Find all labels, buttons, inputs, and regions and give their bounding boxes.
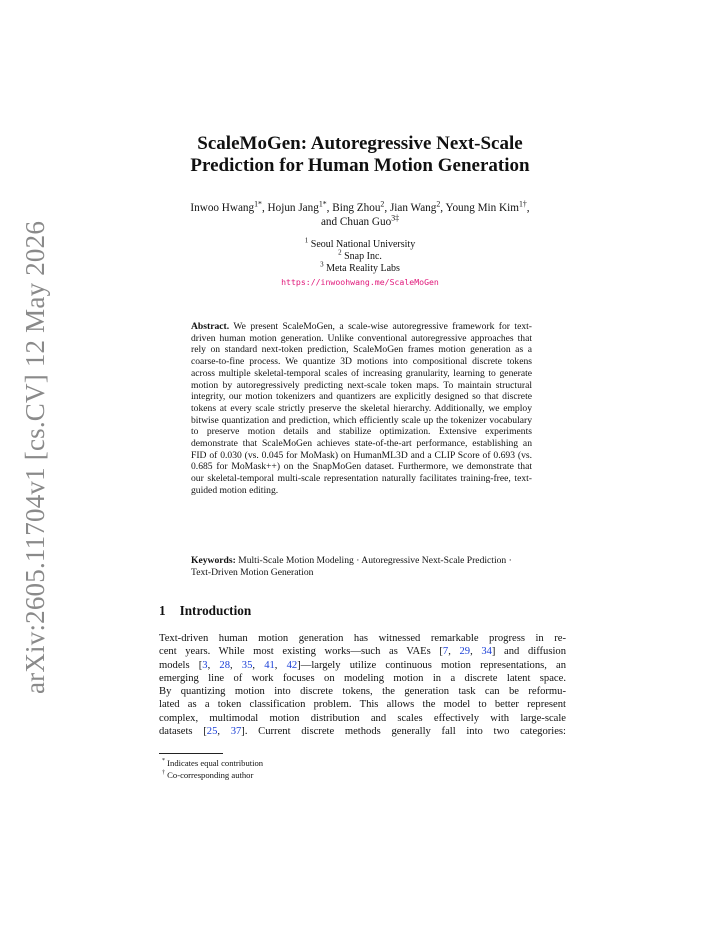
footnote [162,769,263,781]
text-line: cent years. While most existing works—such as VAEs [7, 29, 34] and diffusion [159,646,567,658]
text-line: lated as a token classification problem. This allows the model to better represent [159,699,566,711]
footnote-divider [159,753,223,754]
abstract-label: Abstract. [191,321,230,332]
footnote [162,757,263,769]
paper-title [150,133,570,177]
author-name: Hojun Jang [267,202,319,214]
affiliation [200,248,520,263]
author-mark: 1† [518,199,527,209]
author-list: Inwoo Hwang$^{1*}$, Hojun Jang$^{1*}$, Bing Zhou$^2$, Jian Wang$^2$, Young Min Kim$^{1\dagger}$, and Chuan Guo$^{3\ddagger}$ [190,199,530,228]
footnote-text: Indicates equal contribution [167,758,264,768]
text-line: complex, multimodal motion distribution and scales effectively with large-scale [159,712,566,724]
text-line: Text-driven human motion generation has witnessed remarkable progress in re- [159,633,566,644]
section-number: 1 [159,603,166,618]
footnote-mark: † [162,770,166,777]
affiliation-name: Seoul National University [310,239,416,250]
text-fragment: ]—largely utilize continuous motion representations, an [297,659,567,671]
affiliation-mark: 2 [338,248,342,257]
author-mark: 1* [318,199,327,209]
text-line: datasets [25, 37]. Current discrete methods generally fall into two categories: [159,726,567,738]
author-name: Young Min Kim [445,202,519,214]
arxiv-identifier: arXiv:2605.11704v1 [cs.CV] 12 May 2026 [20,220,51,694]
affiliation-mark: 1 [304,236,309,245]
section-heading [159,603,251,619]
keywords-text: Multi-Scale Motion Modeling · Autoregressive Next-Scale Prediction · Text-Driven Motion Generation [191,555,512,578]
abstract [191,321,532,497]
author-name: Chuan Guo [339,216,392,228]
citation-link[interactable]: 34 [481,646,492,658]
text-fragment: models [ [159,659,203,671]
text-fragment: datasets [ [159,726,207,738]
text-fragment: cent years. While most existing works—such as VAEs [ [159,646,443,658]
citation-link[interactable]: 42 [286,659,298,671]
affiliations [200,236,520,288]
footnotes [162,757,263,782]
citation-link[interactable]: 35 [241,659,253,671]
author-mark: 2 [436,199,441,209]
keywords-label: Keywords: [191,555,236,566]
section-title: Introduction [179,603,252,618]
citation-link[interactable]: 29 [459,646,471,658]
citation-link[interactable]: 41 [264,659,275,671]
author-name: Bing Zhou [332,202,381,214]
project-url-link[interactable]: https://inwoohwang.me/ScaleMoGen [281,276,439,287]
text-fragment: ] and diffusion [491,646,567,658]
author-mark: 3‡ [391,213,400,223]
author-name: Jian Wang [389,202,437,214]
citation-link[interactable]: 28 [219,659,230,671]
text-line: emerging line of work focuses on modeling motion in a discrete latent space. [159,672,566,684]
keywords [191,555,532,578]
author-conjunction: and [320,216,338,228]
affiliation-name: Snap Inc. [344,251,382,263]
affiliation-mark: 3 [320,261,324,270]
affiliation-name: Meta Reality Labs [326,263,400,275]
affiliation [200,236,520,251]
citation-link[interactable]: 7 [442,646,449,658]
text-fragment: ]. Current discrete methods generally fall into two categories: [241,726,567,738]
abstract-text: We present ScaleMoGen, a scale-wise autoregressive framework for text-driven human motion generation. Unlike conventional autoregressive approaches that rely on standard next-token prediction, ScaleMoGen frames motion generation as a coarse-to-fine process. We quantize 3D motions into compositional discrete tokens across multiple skeletal-temporal scales of increasing granularity, learning to generate motion by autoregressively predicting next-scale token maps. To maintain structural integrity, our motion tokenizers and quantizers are explicitly designed so that discrete tokens at every scale strictly preserve the skeletal hierarchy. Additionally, we employ bitwise quantization and prediction, which efficiently scale up the tokenizer vocabulary to preserve motion details and stabilize optimization. Extensive experiments demonstrate that ScaleMoGen achieves state-of-the-art performance, establishing an FID of 0.030 (vs. 0.045 for MoMask) on HumanML3D and a CLIP Score of 0.693 (vs. 0.685 for MoMask++) on the SnapMoGen dataset. Furthermore, we demonstrate that our skeletal-temporal multi-scale representation naturally facilitates training-free, text-guided motion editing. [191,321,532,496]
author-mark: 2 [380,199,385,209]
text-line: models [3, 28, 35, 41, 42]—largely utilize continuous motion representations, an [159,659,567,671]
intro-paragraph [159,632,566,738]
author-mark: 1* [254,199,262,209]
citation-link[interactable]: 25 [206,726,218,738]
text-line: By quantizing motion into discrete tokens, the generation task can be reformu- [159,686,566,698]
citation-link[interactable]: 3 [202,659,208,671]
arxiv-side-stamp [4,220,68,694]
citation-link[interactable]: 37 [230,726,242,738]
footnote-text: Co-corresponding author [167,770,254,781]
footnote-mark: * [162,758,166,765]
author-name: Inwoo Hwang [190,202,255,214]
title-line-2: Prediction for Human Motion Generation [190,155,530,176]
title-line-1: ScaleMoGen: Autoregressive Next-Scale [197,133,523,154]
affiliation [200,263,520,275]
